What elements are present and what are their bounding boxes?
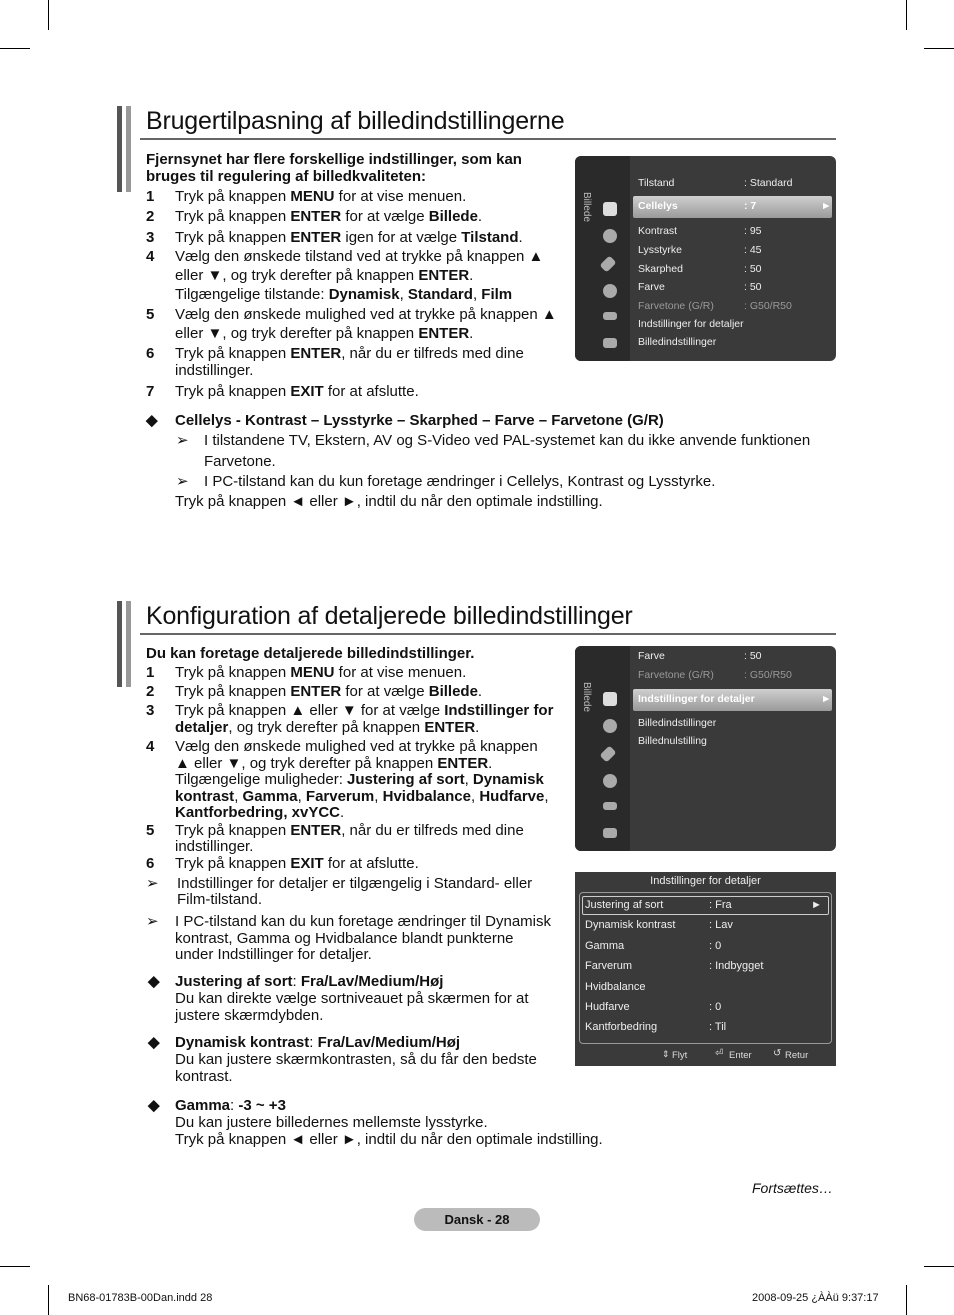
file-name: BN68-01783B-00Dan.indd 28	[68, 1292, 213, 1304]
step-text: Vælg den ønskede mulighed ved at trykke på knappen ▲	[175, 306, 557, 323]
note-text: Film-tilstand.	[177, 891, 263, 908]
input-icon	[603, 312, 617, 320]
step-number: 2	[146, 208, 155, 225]
setup-icon	[603, 774, 617, 788]
menu-sidebar	[575, 646, 630, 851]
arrow-right-icon: ►	[821, 200, 832, 212]
note-text: I tilstandene TV, Ekstern, AV og S-Video ved PAL-systemet kan du ikke anvende funktionen	[204, 432, 811, 449]
note-text: I PC-tilstand kan du kun foretage ændringer i Cellelys, Kontrast og Lysstyrke.	[204, 473, 716, 490]
menu-item-5[interactable]: Farve	[638, 281, 665, 293]
step-text: Vælg den ønskede mulighed ved at trykke på knappen	[175, 738, 538, 755]
adjust-text: Tryk på knappen ◄ eller ►, indtil du når den optimale indstilling.	[175, 493, 603, 510]
menu-item-6[interactable]: Farvetone (G/R)	[638, 300, 714, 312]
step-text: Tryk på knappen ▲ eller ▼ for at vælge Indstillinger for	[175, 702, 554, 719]
bullet-text: Du kan direkte vælge sortniveauet på skærmen for at	[175, 990, 529, 1007]
step-text: Tilgængelige tilstande: Dynamisk, Standard, Film	[175, 286, 513, 303]
submenu-item-value: : 0	[709, 1001, 722, 1013]
nav-move: Flyt	[672, 1050, 688, 1061]
arrow-right-icon: ►	[811, 899, 822, 911]
note-text: under Indstillinger for detaljer.	[175, 946, 372, 963]
bullet-diamond: ◆	[148, 1097, 160, 1114]
arrow-right-icon: ►	[821, 693, 832, 705]
step-text: Tilgængelige muligheder: Justering af sort, Dynamisk	[175, 771, 544, 788]
step-number: 3	[146, 702, 155, 719]
step-number: 4	[146, 248, 155, 265]
section-bar	[117, 601, 122, 687]
submenu-item-1[interactable]: Dynamisk kontrast	[585, 919, 676, 931]
tv-submenu-details	[575, 872, 836, 1066]
bullet-heading: Cellelys - Kontrast – Lysstyrke – Skarphed – Farve – Farvetone (G/R)	[175, 412, 664, 429]
bullet-heading: Justering af sort: Fra/Lav/Medium/Høj	[175, 973, 444, 990]
nav-return: Retur	[785, 1050, 809, 1061]
tv-menu-picture-detail	[575, 646, 836, 851]
step-number: 5	[146, 822, 155, 839]
note-arrow-icon: ➢	[176, 473, 189, 490]
step-number: 5	[146, 306, 155, 323]
step-text: eller ▼, og tryk derefter på knappen ENTER.	[175, 267, 474, 284]
section-title: Brugertilpasning af billedindstillingerne	[146, 107, 565, 135]
bullet-text: Du kan justere skærmkontrasten, så du får den bedste	[175, 1051, 537, 1068]
step-text: indstillinger.	[175, 838, 254, 855]
menu-item-0[interactable]: Farve	[638, 650, 665, 662]
step-text: Kantforbedring, xvYCC.	[175, 804, 345, 821]
menu-item-value: : Standard	[744, 177, 793, 189]
application-icon	[603, 828, 617, 838]
crop-mark	[924, 1266, 954, 1267]
step-text: Tryk på knappen MENU for at vise menuen.	[175, 664, 467, 681]
menu-item-7[interactable]: Indstillinger for detaljer	[638, 318, 744, 330]
continued-text: Fortsættes…	[752, 1180, 833, 1196]
input-icon	[603, 802, 617, 810]
menu-side-label: Billede	[581, 682, 592, 713]
step-text: eller ▼, og tryk derefter på knappen ENTER.	[175, 325, 474, 342]
submenu-item-value: : Lav	[709, 919, 733, 931]
nav-enter: Enter	[729, 1050, 752, 1061]
sound-icon	[603, 719, 617, 733]
sound-icon	[603, 229, 617, 243]
submenu-item-0[interactable]: Justering af sort	[585, 899, 664, 911]
bullet-heading: ◆	[146, 412, 158, 429]
menu-sidebar	[575, 156, 630, 361]
submenu-item-4[interactable]: Hvidbalance	[585, 981, 646, 993]
move-icon: ⇕	[662, 1049, 670, 1059]
menu-item-2[interactable]: Kontrast	[638, 225, 678, 237]
intro-text: Fjernsynet har flere forskellige indstillinger, som kan	[146, 151, 522, 168]
note-arrow-icon: ➢	[146, 875, 159, 892]
menu-side-label: Billede	[581, 192, 592, 223]
submenu-item-value: : 0	[709, 940, 722, 952]
section-title: Konfiguration af detaljerede billedindstillinger	[146, 602, 633, 630]
step-text: indstillinger.	[175, 362, 254, 379]
crop-mark	[48, 0, 49, 30]
print-date: 2008-09-25 ¿ÀÀü 9:37:17	[752, 1292, 879, 1304]
note-text: Indstillinger for detaljer er tilgængelig i Standard- eller	[177, 875, 533, 892]
crop-mark	[0, 1266, 30, 1267]
submenu-item-6[interactable]: Kantforbedring	[585, 1021, 658, 1033]
submenu-item-value: : Fra	[709, 899, 732, 911]
bullet-text: Tryk på knappen ◄ eller ►, indtil du når den optimale indstilling.	[175, 1130, 603, 1148]
application-icon	[603, 338, 617, 348]
submenu-title: Indstillinger for detaljer	[650, 875, 761, 887]
section-bar	[117, 106, 122, 192]
step-number: 1	[146, 664, 155, 681]
step-number: 4	[146, 738, 155, 755]
picture-icon	[603, 202, 617, 216]
menu-item-2[interactable]: Indstillinger for detaljer	[638, 693, 755, 705]
crop-mark	[0, 48, 30, 49]
menu-item-value: : G50/R50	[744, 669, 792, 681]
bullet-diamond: ◆	[148, 973, 160, 990]
step-number: 2	[146, 683, 155, 700]
crop-mark	[906, 1285, 907, 1315]
menu-item-1[interactable]: Farvetone (G/R)	[638, 669, 714, 681]
submenu-item-value: : Indbygget	[709, 960, 764, 972]
step-text: Tryk på knappen ENTER igen for at vælge Tilstand.	[175, 229, 523, 246]
step-text: Tryk på knappen MENU for at vise menuen.	[175, 188, 467, 205]
menu-item-4[interactable]: Billednulstilling	[638, 735, 707, 747]
menu-item-value: : 50	[744, 281, 762, 293]
note-arrow-icon: ➢	[146, 913, 159, 930]
note-text: Farvetone.	[204, 453, 276, 470]
step-text: Tryk på knappen ENTER, når du er tilfreds med dine	[175, 345, 524, 362]
menu-item-value: : 50	[744, 650, 762, 662]
step-text: kontrast, Gamma, Farverum, Hvidbalance, Hudfarve,	[175, 787, 549, 805]
step-text: Tryk på knappen ENTER for at vælge Billede.	[175, 208, 483, 225]
section-bar	[126, 601, 131, 687]
bullet-text: kontrast.	[175, 1067, 233, 1085]
picture-icon	[603, 692, 617, 706]
section-bar	[126, 106, 131, 192]
menu-item-value: : 45	[744, 244, 762, 256]
step-text: Tryk på knappen EXIT for at afslutte.	[175, 855, 419, 872]
step-number: 1	[146, 188, 155, 205]
note-text: kontrast, Gamma og Hvidbalance blandt punkterne	[175, 930, 514, 947]
bullet-heading: Dynamisk kontrast: Fra/Lav/Medium/Høj	[175, 1034, 461, 1051]
submenu-item-value: : Til	[709, 1021, 727, 1033]
step-number: 7	[146, 383, 155, 400]
bullet-text: Du kan justere billedernes mellemste lysstyrke.	[175, 1114, 488, 1131]
bullet-heading: Gamma: -3 ~ +3	[175, 1097, 286, 1114]
section-rule	[140, 633, 836, 635]
menu-item-value: : 50	[744, 263, 762, 275]
crop-mark	[906, 0, 907, 30]
note-text: I PC-tilstand kan du kun foretage ændringer til Dynamisk	[175, 913, 552, 930]
page-number: Dansk - 28	[414, 1208, 540, 1231]
menu-item-4[interactable]: Skarphed	[638, 263, 683, 275]
menu-item-value: : 7	[744, 200, 757, 212]
intro-text: Du kan foretage detaljerede billedindstillinger.	[146, 645, 475, 662]
crop-mark	[48, 1285, 49, 1315]
step-number: 6	[146, 345, 155, 362]
enter-icon: ⏎	[715, 1048, 724, 1059]
step-number: 3	[146, 229, 155, 246]
crop-mark	[924, 48, 954, 49]
menu-item-value: : 95	[744, 225, 762, 237]
tv-menu-picture	[575, 156, 836, 361]
submenu-item-3[interactable]: Farverum	[585, 960, 633, 972]
intro-text: bruges til regulering af billedkvaliteten:	[146, 168, 427, 185]
step-text: ▲ eller ▼, og tryk derefter på knappen ENTER.	[175, 754, 493, 772]
bullet-diamond: ◆	[148, 1034, 160, 1051]
section-rule	[140, 138, 836, 140]
step-text: detaljer, og tryk derefter på knappen ENTER.	[175, 719, 480, 736]
step-number: 6	[146, 855, 155, 872]
menu-item-1[interactable]: Cellelys	[638, 200, 678, 212]
menu-item-8[interactable]: Billedindstillinger	[638, 336, 717, 348]
menu-item-0[interactable]: Tilstand	[638, 177, 675, 189]
setup-icon	[603, 284, 617, 298]
step-text: Vælg den ønskede tilstand ved at trykke på knappen ▲	[175, 248, 544, 265]
submenu-item-5[interactable]: Hudfarve	[585, 1001, 630, 1013]
step-text: Tryk på knappen ENTER, når du er tilfreds med dine	[175, 822, 524, 839]
bullet-text: justere skærmdybden.	[175, 1006, 324, 1024]
submenu-item-2[interactable]: Gamma	[585, 940, 625, 952]
menu-item-3[interactable]: Billedindstillinger	[638, 717, 717, 729]
menu-item-value: : G50/R50	[744, 300, 792, 312]
step-text: Tryk på knappen EXIT for at afslutte.	[175, 383, 419, 400]
menu-item-3[interactable]: Lysstyrke	[638, 244, 682, 256]
return-icon: ↺	[773, 1048, 782, 1059]
note-arrow-icon: ➢	[176, 432, 189, 449]
step-text: Tryk på knappen ENTER for at vælge Billede.	[175, 683, 483, 700]
